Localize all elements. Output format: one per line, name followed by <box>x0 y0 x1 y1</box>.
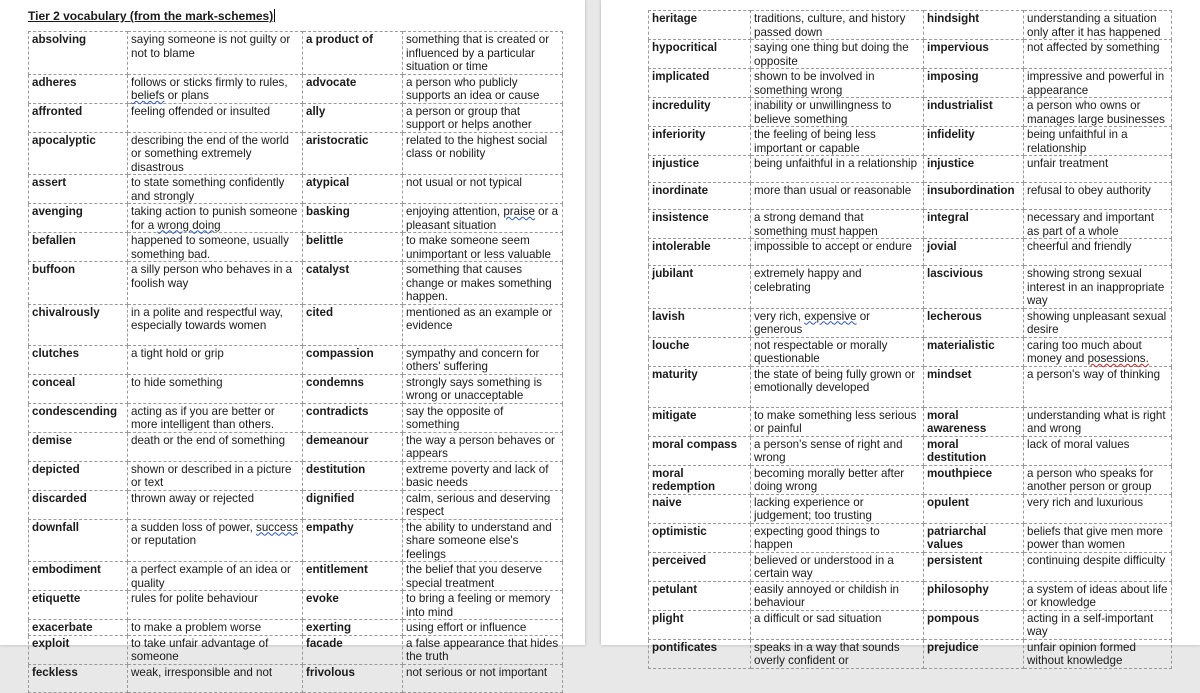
document-page-right <box>601 0 1200 667</box>
vocab-row <box>29 132 563 175</box>
vocab-definition: to make someone seem unimportant or less valuable <box>403 233 563 262</box>
vocab-term: buffoon <box>29 262 128 305</box>
vocab-row <box>29 562 563 591</box>
vocab-definition: not serious or not important <box>403 664 563 692</box>
vocab-definition: a difficult or sad situation <box>751 610 924 639</box>
vocab-definition: being unfaithful in a relationship <box>1024 127 1172 156</box>
vocab-term: empathy <box>303 519 403 562</box>
vocab-definition: the state of being fully grown or emotionally developed <box>751 366 924 407</box>
vocab-row <box>649 610 1172 639</box>
vocab-term: patriarchal values <box>924 523 1024 552</box>
vocab-term: a product of <box>303 32 403 75</box>
vocab-row <box>649 69 1172 98</box>
vocab-term: naive <box>649 494 751 523</box>
vocab-definition: unfair treatment <box>1024 156 1172 183</box>
vocab-term: lecherous <box>924 308 1024 337</box>
vocab-definition: continuing despite difficulty <box>1024 552 1172 581</box>
vocab-term: industrialist <box>924 98 1024 127</box>
vocab-definition: say the opposite of something <box>403 403 563 432</box>
vocab-row <box>29 103 563 132</box>
vocab-row <box>649 523 1172 552</box>
vocab-term: incredulity <box>649 98 751 127</box>
vocab-term: affronted <box>29 103 128 132</box>
vocab-definition: shown to be involved in something wrong <box>751 69 924 98</box>
vocab-definition: impossible to accept or endure <box>751 239 924 266</box>
vocab-definition: follows or sticks firmly to rules, beliefs or plans <box>128 74 303 103</box>
vocab-definition: inability or unwillingness to believe something <box>751 98 924 127</box>
vocab-definition: mentioned as an example or evidence <box>403 304 563 345</box>
vocab-term: catalyst <box>303 262 403 305</box>
vocab-term: contradicts <box>303 403 403 432</box>
vocab-row <box>649 494 1172 523</box>
vocab-definition: a person who publicly supports an idea or cause <box>403 74 563 103</box>
vocab-definition: a person's way of thinking <box>1024 366 1172 407</box>
vocab-definition: more than usual or reasonable <box>751 183 924 210</box>
vocab-definition: expecting good things to happen <box>751 523 924 552</box>
vocab-row <box>29 345 563 374</box>
vocab-term: atypical <box>303 175 403 204</box>
vocab-row <box>29 32 563 75</box>
vocab-definition: to take unfair advantage of someone <box>128 635 303 664</box>
vocab-term: evoke <box>303 591 403 620</box>
vocab-row <box>29 591 563 620</box>
vocab-row <box>29 664 563 692</box>
vocab-definition: a system of ideas about life or knowledge <box>1024 581 1172 610</box>
vocab-term: intolerable <box>649 239 751 266</box>
vocab-row <box>649 581 1172 610</box>
vocab-term: frivolous <box>303 664 403 692</box>
vocab-term: inferiority <box>649 127 751 156</box>
vocab-row <box>29 175 563 204</box>
vocab-definition: enjoying attention, praise or a pleasant situation <box>403 204 563 233</box>
vocab-row <box>29 74 563 103</box>
vocab-row <box>649 98 1172 127</box>
vocab-definition: related to the highest social class or nobility <box>403 132 563 175</box>
vocab-term: injustice <box>924 156 1024 183</box>
vocab-definition: to bring a feeling or memory into mind <box>403 591 563 620</box>
vocab-definition: understanding what is right and wrong <box>1024 407 1172 436</box>
vocab-definition: the ability to understand and share someone else's feelings <box>403 519 563 562</box>
vocab-row <box>649 465 1172 494</box>
vocab-definition: caring too much about money and posessions. <box>1024 337 1172 366</box>
vocab-term: lascivious <box>924 266 1024 309</box>
vocab-term: prejudice <box>924 639 1024 668</box>
vocab-row <box>649 239 1172 266</box>
vocab-term: conceal <box>29 374 128 403</box>
vocab-term: demise <box>29 432 128 461</box>
vocab-term: pompous <box>924 610 1024 639</box>
document-title: Tier 2 vocabulary (from the mark-schemes) <box>28 9 274 23</box>
vocab-term: etiquette <box>29 591 128 620</box>
vocab-definition: happened to someone, usually something bad. <box>128 233 303 262</box>
vocab-row <box>649 156 1172 183</box>
vocab-term: petulant <box>649 581 751 610</box>
vocab-term: ally <box>303 103 403 132</box>
vocab-definition: a sudden loss of power, success or reputation <box>128 519 303 562</box>
vocab-definition: cheerful and friendly <box>1024 239 1172 266</box>
vocab-term: compassion <box>303 345 403 374</box>
vocab-definition: describing the end of the world or something extremely disastrous <box>128 132 303 175</box>
vocab-definition: extreme poverty and lack of basic needs <box>403 461 563 490</box>
vocab-definition: not affected by something <box>1024 40 1172 69</box>
vocab-term: hypocritical <box>649 40 751 69</box>
vocab-definition: saying one thing but doing the opposite <box>751 40 924 69</box>
vocab-definition: to state something confidently and strongly <box>128 175 303 204</box>
vocab-term: moral compass <box>649 436 751 465</box>
vocab-row <box>649 407 1172 436</box>
vocab-term: downfall <box>29 519 128 562</box>
vocab-definition: very rich, expensive or generous <box>751 308 924 337</box>
vocab-term: optimistic <box>649 523 751 552</box>
vocab-term: apocalyptic <box>29 132 128 175</box>
vocab-definition: beliefs that give men more power than women <box>1024 523 1172 552</box>
vocab-definition: lack of moral values <box>1024 436 1172 465</box>
vocab-term: embodiment <box>29 562 128 591</box>
vocab-definition: a perfect example of an idea or quality <box>128 562 303 591</box>
vocab-definition: a person who speaks for another person or group <box>1024 465 1172 494</box>
vocab-term: moral redemption <box>649 465 751 494</box>
vocab-definition: a false appearance that hides the truth <box>403 635 563 664</box>
vocab-term: hindsight <box>924 11 1024 40</box>
vocab-definition: extremely happy and celebrating <box>751 266 924 309</box>
vocab-row <box>29 233 563 262</box>
vocab-row <box>29 620 563 636</box>
vocab-definition: easily annoyed or childish in behaviour <box>751 581 924 610</box>
vocab-definition: speaks in a way that sounds overly confident or <box>751 639 924 668</box>
vocab-definition: something that causes change or makes something happen. <box>403 262 563 305</box>
vocab-row <box>649 436 1172 465</box>
vocab-term: louche <box>649 337 751 366</box>
vocab-definition: feeling offended or insulted <box>128 103 303 132</box>
vocab-term: destitution <box>303 461 403 490</box>
vocab-row <box>649 266 1172 309</box>
vocab-row <box>29 490 563 519</box>
vocab-definition: to make something less serious or painful <box>751 407 924 436</box>
vocab-term: injustice <box>649 156 751 183</box>
vocab-definition: traditions, culture, and history passed down <box>751 11 924 40</box>
vocab-term: feckless <box>29 664 128 692</box>
vocab-term: condemns <box>303 374 403 403</box>
vocab-term: insistence <box>649 210 751 239</box>
vocab-row <box>649 11 1172 40</box>
vocab-row <box>29 304 563 345</box>
vocabulary-table-right <box>648 10 1172 669</box>
vocab-definition: becoming morally better after doing wrong <box>751 465 924 494</box>
vocab-row <box>649 639 1172 668</box>
vocab-term: condescending <box>29 403 128 432</box>
vocab-term: integral <box>924 210 1024 239</box>
vocab-definition: the way a person behaves or appears <box>403 432 563 461</box>
vocab-term: adheres <box>29 74 128 103</box>
vocab-definition: very rich and luxurious <box>1024 494 1172 523</box>
vocab-term: clutches <box>29 345 128 374</box>
vocab-row <box>649 308 1172 337</box>
vocab-definition: not usual or not typical <box>403 175 563 204</box>
vocab-row <box>649 40 1172 69</box>
vocab-term: mouthpiece <box>924 465 1024 494</box>
text-cursor <box>274 9 275 22</box>
vocab-term: cited <box>303 304 403 345</box>
vocab-definition: rules for polite behaviour <box>128 591 303 620</box>
vocab-definition: believed or understood in a certain way <box>751 552 924 581</box>
vocab-definition: calm, serious and deserving respect <box>403 490 563 519</box>
vocab-definition: understanding a situation only after it has happened <box>1024 11 1172 40</box>
vocab-term: inordinate <box>649 183 751 210</box>
vocab-row <box>29 461 563 490</box>
vocab-definition: thrown away or rejected <box>128 490 303 519</box>
vocab-definition: being unfaithful in a relationship <box>751 156 924 183</box>
vocab-term: philosophy <box>924 581 1024 610</box>
vocab-term: jovial <box>924 239 1024 266</box>
vocab-term: maturity <box>649 366 751 407</box>
vocab-row <box>29 204 563 233</box>
vocab-term: insubordination <box>924 183 1024 210</box>
vocab-term: imposing <box>924 69 1024 98</box>
vocab-term: perceived <box>649 552 751 581</box>
vocab-term: infidelity <box>924 127 1024 156</box>
vocab-term: discarded <box>29 490 128 519</box>
vocab-definition: showing strong sexual interest in an inappropriate way <box>1024 266 1172 309</box>
vocab-definition: weak, irresponsible and not <box>128 664 303 692</box>
vocab-row <box>649 127 1172 156</box>
vocab-term: demeanour <box>303 432 403 461</box>
vocab-row <box>649 337 1172 366</box>
vocab-term: implicated <box>649 69 751 98</box>
vocab-definition: refusal to obey authority <box>1024 183 1172 210</box>
vocab-term: dignified <box>303 490 403 519</box>
vocab-row <box>649 210 1172 239</box>
vocab-definition: shown or described in a picture or text <box>128 461 303 490</box>
vocab-term: entitlement <box>303 562 403 591</box>
vocab-definition: impressive and powerful in appearance <box>1024 69 1172 98</box>
vocab-definition: showing unpleasant sexual desire <box>1024 308 1172 337</box>
vocab-definition: the feeling of being less important or capable <box>751 127 924 156</box>
vocab-term: heritage <box>649 11 751 40</box>
vocab-definition: saying someone is not guilty or not to blame <box>128 32 303 75</box>
vocab-row <box>649 183 1172 210</box>
vocab-definition: death or the end of something <box>128 432 303 461</box>
vocab-term: persistent <box>924 552 1024 581</box>
vocab-term: advocate <box>303 74 403 103</box>
vocab-term: depicted <box>29 461 128 490</box>
vocab-definition: unfair opinion formed without knowledge <box>1024 639 1172 668</box>
vocab-term: exerting <box>303 620 403 636</box>
vocab-row <box>29 519 563 562</box>
vocab-term: mitigate <box>649 407 751 436</box>
vocab-definition: necessary and important as part of a whole <box>1024 210 1172 239</box>
vocab-definition: in a polite and respectful way, especially towards women <box>128 304 303 345</box>
vocab-term: moral awareness <box>924 407 1024 436</box>
vocab-definition: not respectable or morally questionable <box>751 337 924 366</box>
vocab-term: materialistic <box>924 337 1024 366</box>
vocab-term: mindset <box>924 366 1024 407</box>
vocab-definition: sympathy and concern for others' suffering <box>403 345 563 374</box>
vocab-term: belittle <box>303 233 403 262</box>
vocab-term: aristocratic <box>303 132 403 175</box>
vocab-term: plight <box>649 610 751 639</box>
vocab-term: pontificates <box>649 639 751 668</box>
vocab-term: exacerbate <box>29 620 128 636</box>
vocab-term: absolving <box>29 32 128 75</box>
vocab-definition: something that is created or influenced by a particular situation or time <box>403 32 563 75</box>
vocab-definition: taking action to punish someone for a wrong doing <box>128 204 303 233</box>
vocab-term: avenging <box>29 204 128 233</box>
document-page-left <box>0 0 585 679</box>
vocab-definition: to make a problem worse <box>128 620 303 636</box>
vocab-definition: a strong demand that something must happen <box>751 210 924 239</box>
vocab-definition: a person or group that support or helps another <box>403 103 563 132</box>
vocab-row <box>29 403 563 432</box>
vocab-term: moral destitution <box>924 436 1024 465</box>
vocab-term: jubilant <box>649 266 751 309</box>
vocab-row <box>29 432 563 461</box>
vocab-definition: acting in a self-important way <box>1024 610 1172 639</box>
vocab-row <box>29 374 563 403</box>
vocab-definition: using effort or influence <box>403 620 563 636</box>
vocab-term: opulent <box>924 494 1024 523</box>
vocab-definition: lacking experience or judgement; too trusting <box>751 494 924 523</box>
vocab-term: chivalrously <box>29 304 128 345</box>
vocab-row <box>29 635 563 664</box>
vocab-definition: the belief that you deserve special treatment <box>403 562 563 591</box>
vocab-definition: to hide something <box>128 374 303 403</box>
vocab-term: facade <box>303 635 403 664</box>
vocab-term: assert <box>29 175 128 204</box>
vocab-row <box>649 366 1172 407</box>
vocab-definition: acting as if you are better or more intelligent than others. <box>128 403 303 432</box>
vocab-term: impervious <box>924 40 1024 69</box>
vocab-definition: a tight hold or grip <box>128 345 303 374</box>
vocab-definition: strongly says something is wrong or unacceptable <box>403 374 563 403</box>
vocab-definition: a silly person who behaves in a foolish way <box>128 262 303 305</box>
vocab-row <box>29 262 563 305</box>
vocab-row <box>649 552 1172 581</box>
vocab-term: befallen <box>29 233 128 262</box>
vocab-term: exploit <box>29 635 128 664</box>
vocab-definition: a person who owns or manages large businesses <box>1024 98 1172 127</box>
vocab-term: basking <box>303 204 403 233</box>
vocab-term: lavish <box>649 308 751 337</box>
vocab-definition: a person's sense of right and wrong <box>751 436 924 465</box>
vocabulary-table-left <box>28 31 563 693</box>
